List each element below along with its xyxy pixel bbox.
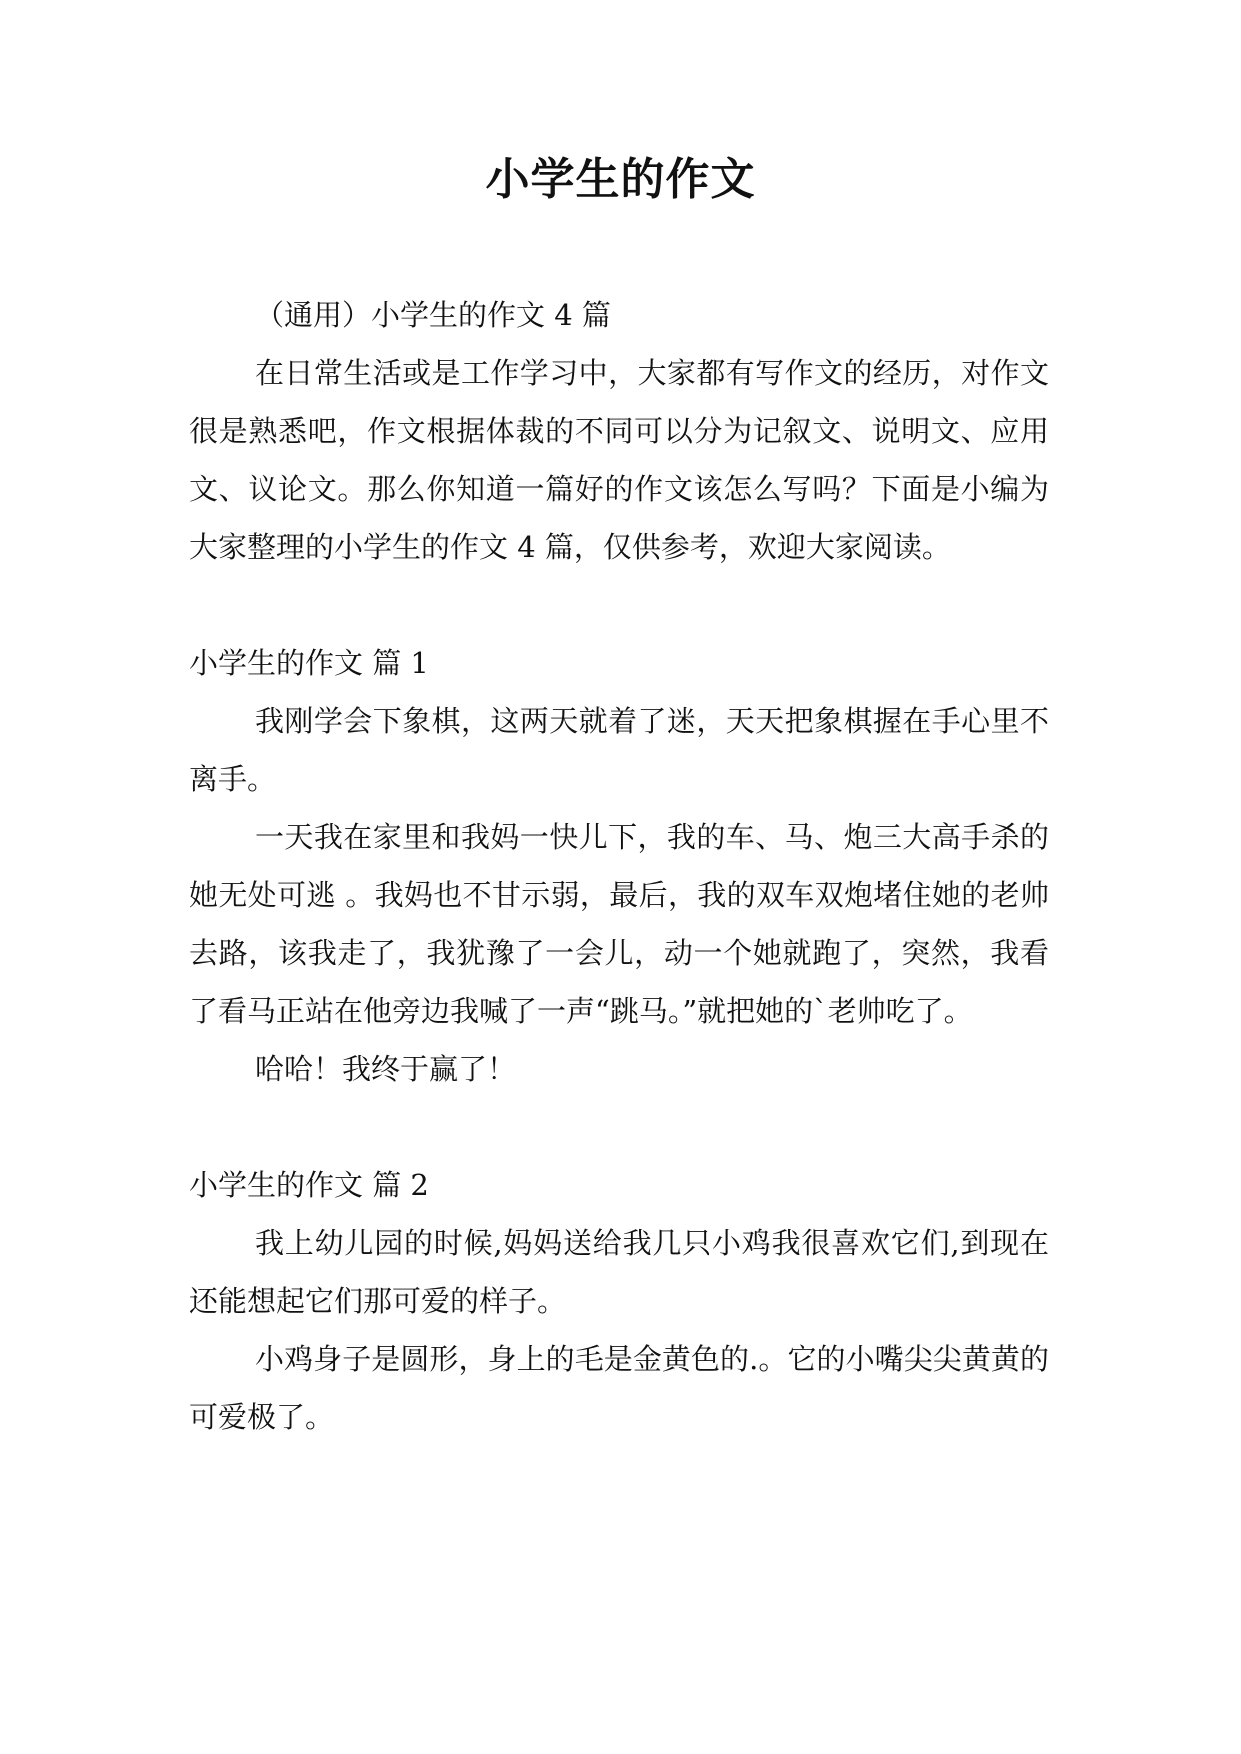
section-2-paragraph-1: 我上幼儿园的时候,妈妈送给我几只小鸡我很喜欢它们,到现在还能想起它们那可爱的样子。 — [189, 1226, 1049, 1318]
section-1-paragraph-1: 我刚学会下象棋，这两天就着了迷，天天把象棋握在手心里不离手。 — [189, 704, 1049, 796]
section-1-paragraph-3: 哈哈！我终于赢了！ — [255, 1052, 517, 1086]
document-body — [189, 286, 1049, 1446]
intro-paragraph: 在日常生活或是工作学习中，大家都有写作文的经历，对作文很是熟悉吧，作文根据体裁的不同可以分为记叙文、说明文、应用文、议论文。那么你知道一篇好的作文该怎么写吗？下面是小编为大家整理的小学生的作文 4 篇，仅供参考，欢迎大家阅读。 — [189, 356, 1049, 564]
section-2-paragraph-2: 小鸡身子是圆形，身上的毛是金黄色的.。它的小嘴尖尖黄黄的可爱极了。 — [189, 1342, 1049, 1434]
section-heading-2: 小学生的作文 篇 2 — [189, 1168, 429, 1202]
document-subtitle: （通用）小学生的作文 4 篇 — [255, 298, 611, 332]
document-title: 小学生的作文 — [485, 154, 756, 205]
section-heading-1: 小学生的作文 篇 1 — [189, 646, 429, 680]
section-1-paragraph-2: 一天我在家里和我妈一快儿下，我的车、马、炮三大高手杀的她无处可逃 。我妈也不甘示弱，最后，我的双车双炮堵住她的老帅去路，该我走了，我犹豫了一会儿，动一个她就跑了，突然，我看了看马正站在他旁边我喊了一声“跳马。”就把她的`老帅吃了。 — [189, 820, 1049, 1028]
